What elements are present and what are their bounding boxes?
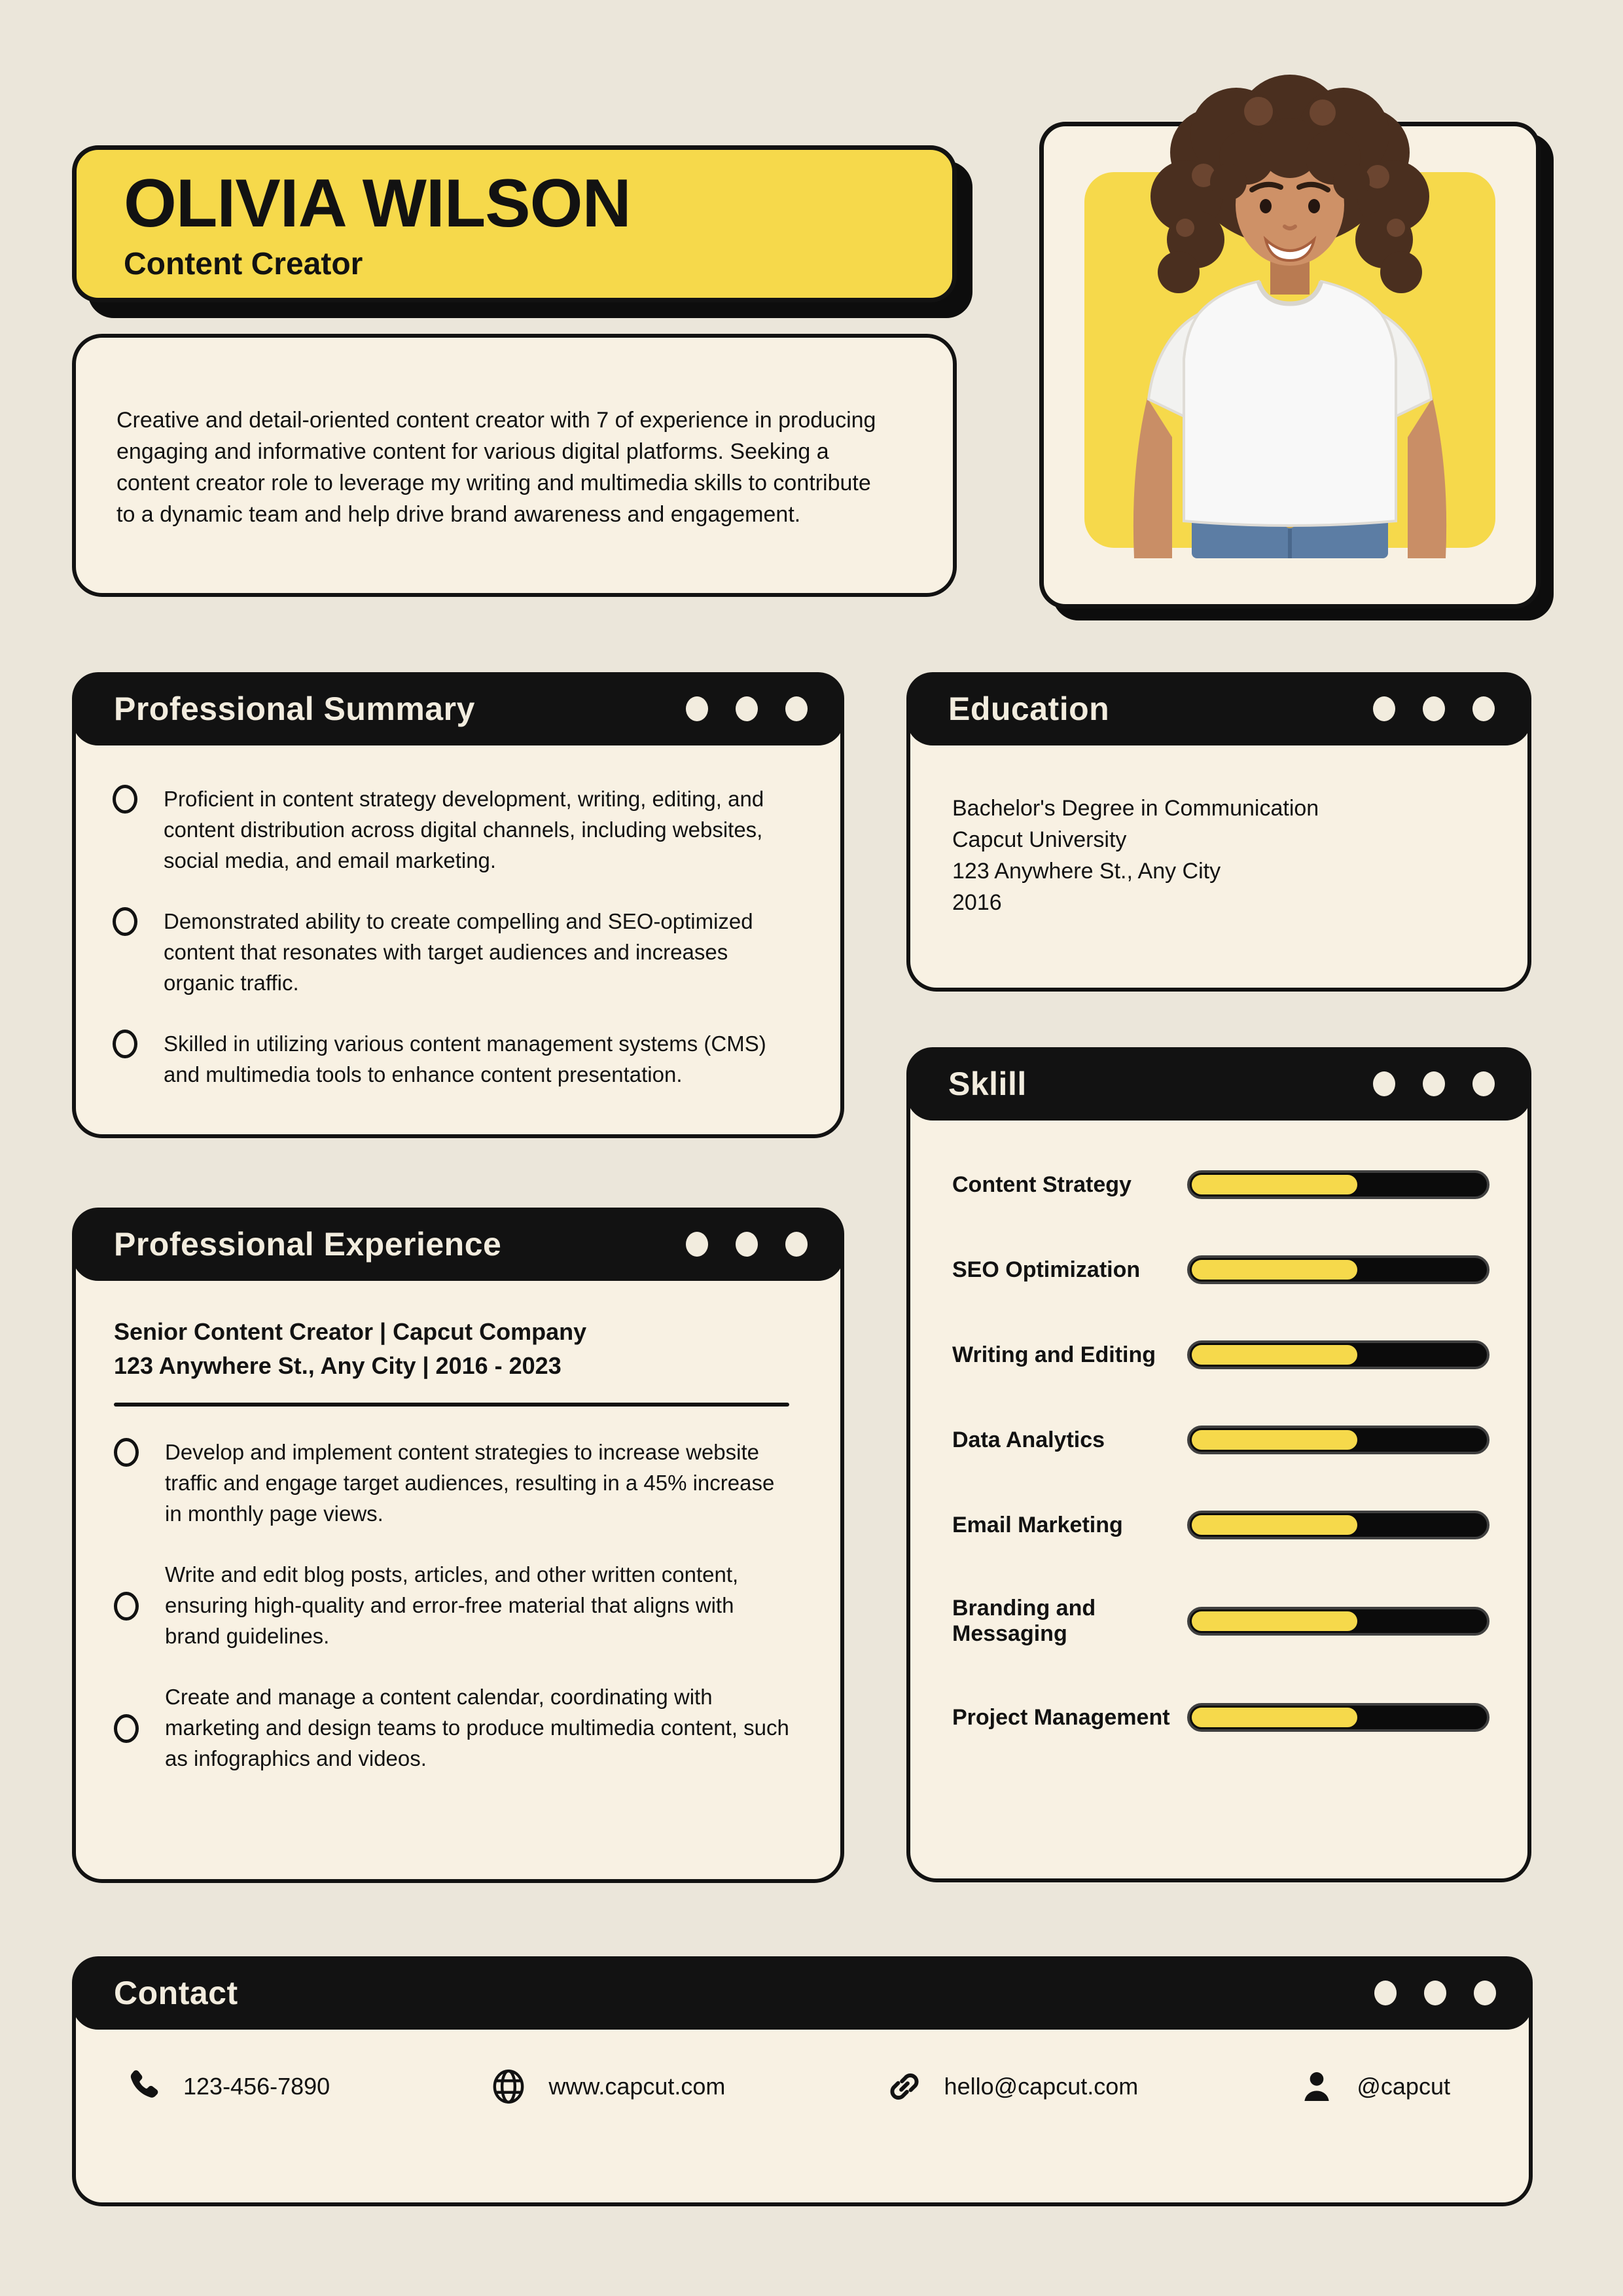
- professional-experience-title: Professional Experience: [114, 1226, 502, 1263]
- skills-panel: [906, 1047, 1531, 1882]
- window-dots: [1374, 1981, 1496, 2005]
- window-dot: [1373, 1071, 1395, 1096]
- window-dot: [785, 696, 808, 721]
- education-year: 2016: [952, 890, 1002, 915]
- phone-icon: [123, 2066, 164, 2107]
- skill-bar: [1187, 1170, 1489, 1199]
- window-dots: [686, 696, 808, 721]
- skill-bar: [1187, 1607, 1489, 1636]
- portrait-photo: [1107, 71, 1473, 558]
- skill-label: Content Strategy: [952, 1172, 1132, 1197]
- job-role-line: Senior Content Creator | Capcut Company: [114, 1318, 587, 1345]
- contact-website-label: www.capcut.com: [548, 2073, 726, 2100]
- link-icon: [884, 2066, 925, 2107]
- window-dot: [686, 1232, 708, 1257]
- name-card: [72, 145, 957, 302]
- skill-row: [952, 1426, 1489, 1454]
- contact-website: [488, 2066, 725, 2107]
- contact-phone-label: 123-456-7890: [183, 2073, 330, 2100]
- skill-row: [952, 1170, 1489, 1199]
- window-dot: [1424, 1981, 1446, 2005]
- skill-bar: [1187, 1340, 1489, 1369]
- summary-bullet: [113, 783, 794, 876]
- contact-header: [72, 1956, 1533, 2030]
- skill-bar-fill: [1190, 1258, 1359, 1282]
- professional-summary-title: Professional Summary: [114, 691, 475, 727]
- skill-bar-fill: [1190, 1609, 1359, 1633]
- window-dot: [785, 1232, 808, 1257]
- window-dots: [686, 1232, 808, 1257]
- contact-email: [884, 2066, 1139, 2107]
- person-icon: [1296, 2066, 1337, 2107]
- window-dot: [736, 696, 758, 721]
- divider: [114, 1403, 789, 1407]
- contact-social: [1296, 2066, 1450, 2107]
- skill-row: [952, 1596, 1489, 1647]
- person-role: Content Creator: [124, 247, 363, 282]
- experience-bullet-text: Create and manage a content calendar, coordinating with marketing and design teams to produce multimedia content, such as infographics and videos.: [165, 1685, 789, 1770]
- skill-row: [952, 1703, 1489, 1732]
- window-dot: [1474, 1981, 1496, 2005]
- window-dot: [1423, 696, 1445, 721]
- skill-bar-fill: [1190, 1513, 1359, 1537]
- window-dot: [1472, 1071, 1495, 1096]
- experience-bullet-text: Write and edit blog posts, articles, and other written content, ensuring high-quality and error-free material that aligns with brand guidelines.: [165, 1562, 739, 1648]
- education-title: Education: [948, 691, 1110, 727]
- skill-bar-fill: [1190, 1706, 1359, 1729]
- globe-icon: [488, 2066, 529, 2107]
- skills-title: Sklill: [948, 1066, 1027, 1102]
- window-dot: [1423, 1071, 1445, 1096]
- skill-bar: [1187, 1703, 1489, 1732]
- skill-label: Data Analytics: [952, 1427, 1105, 1452]
- window-dot: [1374, 1981, 1397, 2005]
- intro-card: [72, 334, 957, 597]
- bullet-circle-icon: [113, 907, 137, 936]
- skill-bar-fill: [1190, 1343, 1359, 1367]
- window-dot: [736, 1232, 758, 1257]
- education-panel: [906, 672, 1531, 992]
- skill-bar-fill: [1190, 1173, 1359, 1196]
- photo-card: [1039, 122, 1541, 609]
- skills-header: [906, 1047, 1531, 1121]
- summary-bullet-text: Proficient in content strategy development, writing, editing, and content distribution across digital channels, including websites, social media, and email marketing.: [164, 787, 764, 872]
- intro-text: Creative and detail-oriented content creator with 7 of experience in producing engaging and informative content for various digital platforms. Seeking a content creator role to leverage my writing and multimedia skills to contribute to a dynamic team and help drive brand awareness and engagement.: [116, 408, 876, 527]
- experience-bullet: [114, 1437, 794, 1529]
- contact-panel: [72, 1956, 1533, 2206]
- professional-summary-panel: [72, 672, 844, 1138]
- skill-row: [952, 1511, 1489, 1539]
- professional-experience-panel: [72, 1208, 844, 1883]
- experience-bullet: [114, 1681, 794, 1774]
- skill-label: SEO Optimization: [952, 1257, 1141, 1282]
- education-header: [906, 672, 1531, 745]
- window-dot: [686, 696, 708, 721]
- tshirt: [1184, 281, 1396, 526]
- bullet-circle-icon: [114, 1438, 139, 1467]
- skill-bar: [1187, 1255, 1489, 1284]
- job-meta-line: 123 Anywhere St., Any City | 2016 - 2023: [114, 1352, 562, 1379]
- summary-bullet-text: Demonstrated ability to create compelling and SEO-optimized content that resonates with target audiences and increases organic traffic.: [164, 909, 753, 995]
- skill-label: Branding and Messaging: [952, 1596, 1096, 1646]
- bullet-circle-icon: [114, 1592, 139, 1621]
- skill-row: [952, 1340, 1489, 1369]
- window-dots: [1373, 1071, 1495, 1096]
- window-dot: [1373, 696, 1395, 721]
- window-dot: [1472, 696, 1495, 721]
- contact-title: Contact: [114, 1975, 238, 2011]
- education-degree: Bachelor's Degree in Communication: [952, 796, 1319, 821]
- skill-label: Email Marketing: [952, 1512, 1123, 1537]
- nose: [1285, 226, 1295, 228]
- summary-bullet: [113, 906, 794, 998]
- education-school: Capcut University: [952, 827, 1127, 852]
- experience-bullet: [114, 1559, 794, 1651]
- skill-bar-fill: [1190, 1428, 1359, 1452]
- education-address: 123 Anywhere St., Any City: [952, 859, 1221, 884]
- skill-label: Project Management: [952, 1704, 1170, 1730]
- summary-bullet: [113, 1028, 794, 1090]
- window-dots: [1373, 696, 1495, 721]
- bullet-circle-icon: [114, 1714, 139, 1743]
- experience-bullet-text: Develop and implement content strategies to increase website traffic and engage target audiences, resulting in a 45% increase in monthly page views.: [165, 1440, 775, 1526]
- person-name: OLIVIA WILSON: [124, 166, 631, 242]
- bullet-circle-icon: [113, 785, 137, 814]
- professional-summary-header: [72, 672, 844, 745]
- skill-label: Writing and Editing: [952, 1342, 1156, 1367]
- contact-email-label: hello@capcut.com: [944, 2073, 1139, 2100]
- bullet-circle-icon: [113, 1030, 137, 1058]
- skill-row: [952, 1255, 1489, 1284]
- skill-bar: [1187, 1511, 1489, 1539]
- contact-phone: [123, 2066, 330, 2107]
- summary-bullet-text: Skilled in utilizing various content management systems (CMS) and multimedia tools to enhance content presentation.: [164, 1031, 766, 1086]
- contact-social-label: @capcut: [1357, 2073, 1450, 2100]
- professional-experience-header: [72, 1208, 844, 1281]
- skill-bar: [1187, 1426, 1489, 1454]
